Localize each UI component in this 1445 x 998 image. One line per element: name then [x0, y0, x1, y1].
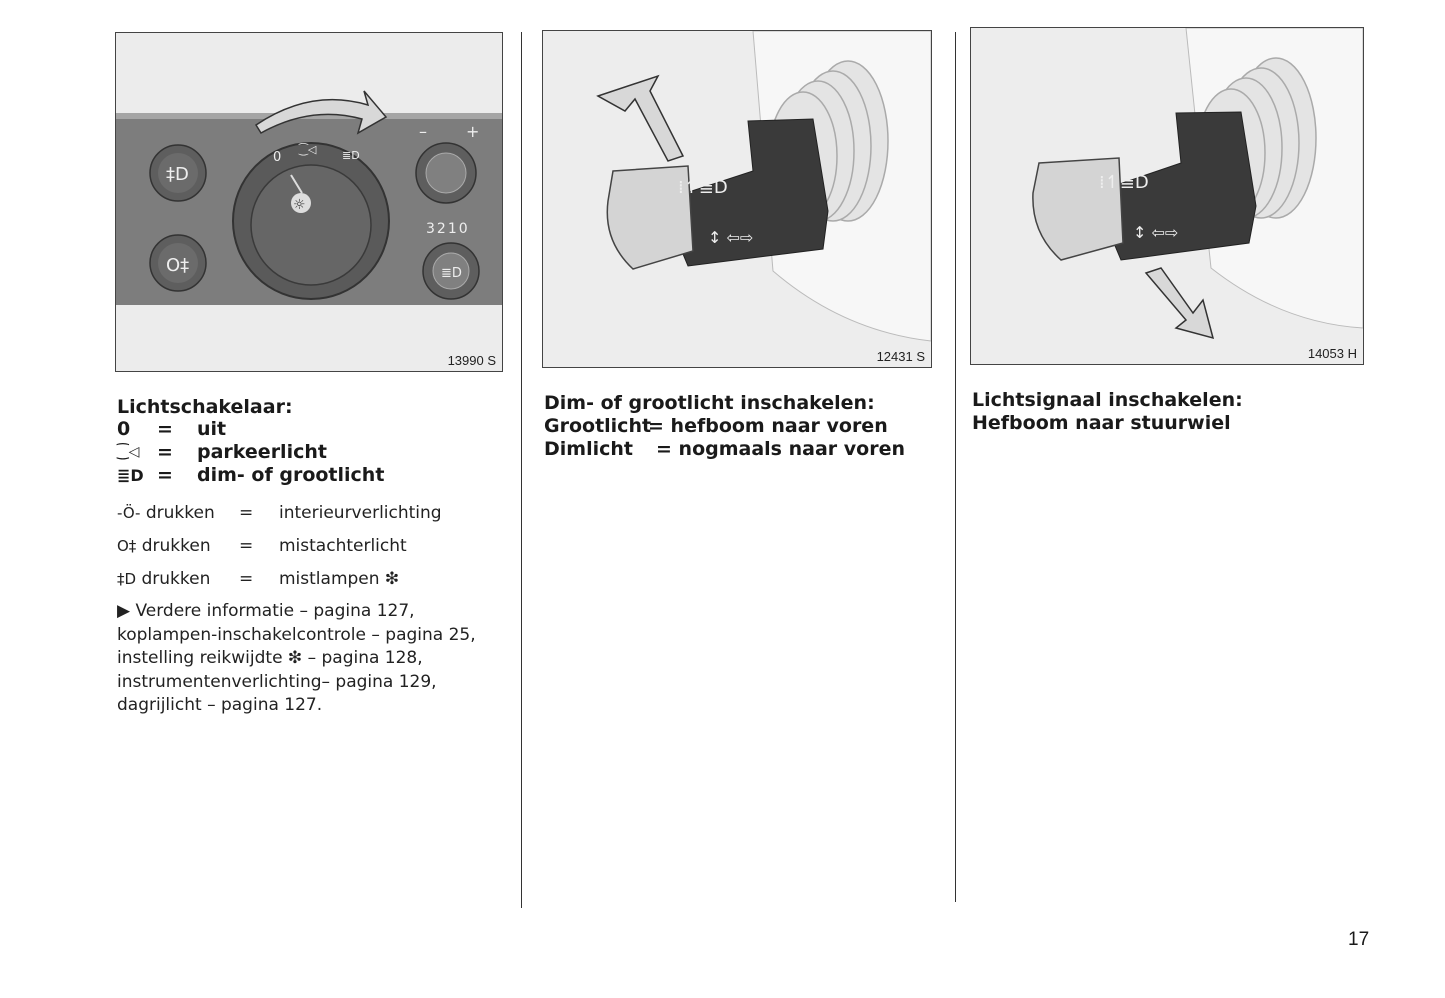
further-info [117, 600, 476, 718]
headlight-beam-icon: ≣D [117, 466, 144, 485]
caption-equals: = [656, 438, 672, 460]
press-label: drukken [141, 536, 211, 556]
figure-lever-forward [542, 30, 932, 368]
caption-text: nogmaals naar voren [678, 438, 905, 460]
svg-text:3210: 3210 [426, 221, 470, 237]
svg-text:⁞↿≣D: ⁞↿≣D [1099, 172, 1149, 193]
signal-title: Lichtsignaal inschakelen: [972, 389, 1243, 411]
interior-light-icon: -Ö- [117, 504, 141, 522]
legend-text: parkeerlicht [197, 441, 327, 463]
svg-text:☼: ☼ [293, 197, 306, 213]
press-text: interieurverlichting [279, 503, 442, 523]
lever-forward-illustration [543, 31, 931, 367]
legend-equals: = [157, 464, 173, 486]
svg-text:⁐◁: ⁐◁ [299, 143, 317, 156]
svg-text:0: 0 [273, 150, 282, 165]
figure-code: 14053 H [1307, 346, 1357, 361]
caption-row [544, 438, 905, 461]
svg-text:+: + [466, 122, 480, 141]
svg-text:↕ ⇦⇨: ↕ ⇦⇨ [708, 228, 754, 247]
signal-line: Hefboom naar stuurwiel [972, 412, 1231, 434]
info-line: instrumentenverlichting– pagina 129, [117, 671, 437, 692]
info-line: koplampen-inschakelcontrole – pagina 25, [117, 624, 476, 645]
svg-text:‡D: ‡D [166, 164, 189, 185]
beam-switch-title: Dim- of grootlicht inschakelen: [544, 392, 875, 414]
press-text: mistlampen ❇ [279, 569, 400, 589]
fog-light-icon: ‡D [117, 570, 137, 588]
caption-row [544, 415, 905, 438]
beam-switch-caption [544, 392, 905, 461]
signal-caption [972, 389, 1243, 435]
column-divider [955, 32, 956, 902]
legend-text: dim- of grootlicht [197, 464, 385, 486]
figure-code: 13990 S [447, 353, 496, 368]
parking-light-icon: ⁐◁ [117, 444, 140, 460]
lever-signal-illustration [971, 28, 1363, 364]
info-line: ▶ Verdere informatie – pagina 127, [117, 601, 415, 621]
info-line: dagrijlicht – pagina 127. [117, 695, 323, 715]
press-label: drukken [141, 569, 211, 589]
info-line: instelling reikwijdte ❇ – pagina 128, [117, 648, 423, 668]
press-equals: = [239, 503, 254, 523]
caption-text: hefboom naar voren [670, 415, 888, 437]
svg-text:≣D: ≣D [441, 266, 462, 281]
press-equals: = [239, 536, 254, 556]
caption-equals: = [648, 415, 664, 437]
caption-label: Dimlicht [544, 438, 633, 460]
column-divider [521, 32, 522, 908]
legend-text: uit [197, 418, 227, 440]
figure-code: 12431 S [876, 349, 925, 364]
svg-text:⁞↿≣D: ⁞↿≣D [678, 177, 728, 198]
legend-equals: = [157, 441, 173, 463]
figure-lever-signal [970, 27, 1364, 365]
svg-text:↕ ⇦⇨: ↕ ⇦⇨ [1133, 223, 1179, 242]
light-switch-illustration [116, 33, 502, 371]
figure-light-switch [115, 32, 503, 372]
legend-equals: = [157, 418, 173, 440]
light-switch-title: Lichtschakelaar: [117, 396, 293, 418]
press-text: mistachterlicht [279, 536, 407, 556]
press-equals: = [239, 569, 254, 589]
page-number: 17 [1348, 929, 1370, 950]
rear-fog-icon: O‡ [117, 537, 137, 555]
svg-text:≣D: ≣D [342, 149, 360, 162]
press-label: drukken [145, 503, 215, 523]
caption-label: Grootlicht [544, 415, 652, 437]
svg-text:–: – [419, 122, 427, 141]
svg-text:O‡: O‡ [166, 255, 190, 276]
legend-symbol: 0 [117, 418, 131, 440]
